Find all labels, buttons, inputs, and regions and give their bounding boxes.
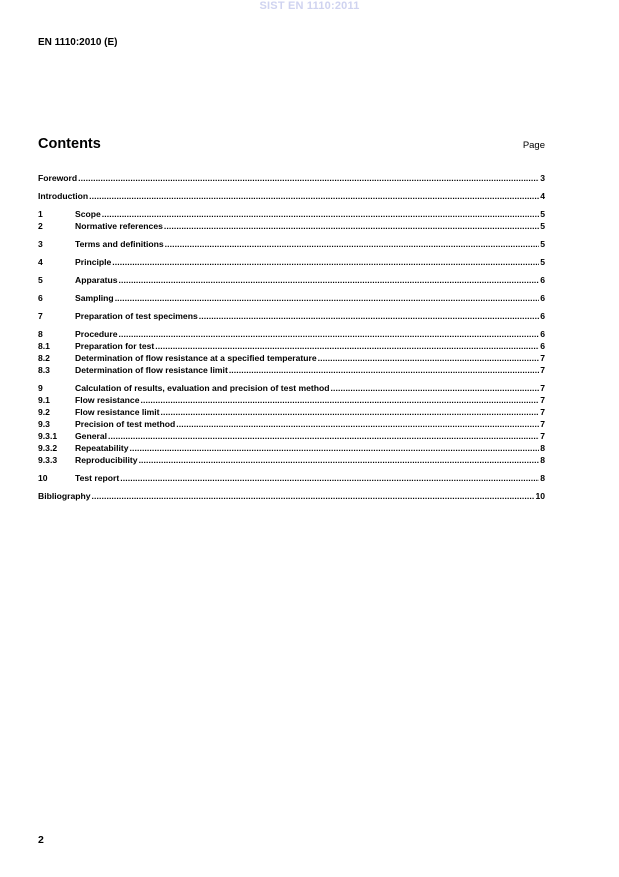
toc-entry-page: 8 [540,473,545,483]
toc-entry-introduction[interactable] [38,190,545,202]
toc-entry-number: 1 [38,209,43,219]
toc-entry-title: Introduction [38,191,89,201]
dot-leader [112,256,539,268]
toc-entry-flow-resistance-limit-determination[interactable] [38,364,545,376]
toc-entry-page: 7 [540,419,545,429]
toc-entry-number: 10 [38,473,48,483]
toc-entry-precision-of-test-method[interactable] [38,418,545,430]
toc-entry-number: 9.1 [38,395,50,405]
dot-leader [119,328,540,340]
toc-entry-page: 7 [540,407,545,417]
page-number: 2 [38,834,44,846]
toc-entry-title: Apparatus [75,275,118,285]
toc-entry-principle[interactable] [38,256,545,268]
watermark: SIST EN 1110:2011 [259,0,360,12]
toc-entry-page: 7 [540,431,545,441]
toc-entry-normative-references[interactable] [38,220,545,232]
toc-entry-title: Preparation of test specimens [75,311,198,321]
toc-entry-number: 9.3.2 [38,443,58,453]
dot-leader [115,292,540,304]
dot-leader [318,352,540,364]
toc-entry-number: 9.3 [38,419,50,429]
toc-entry-number: 8.2 [38,353,50,363]
toc-entry-page: 5 [540,209,545,219]
dot-leader [331,382,540,394]
dot-leader [176,418,539,430]
toc-entry-bibliography[interactable] [38,490,545,502]
dot-leader [165,238,540,250]
toc-entry-reproducibility[interactable] [38,454,545,466]
toc-entry-title: Preparation for test [75,341,155,351]
dot-leader [119,274,540,286]
toc-entry-number: 8.3 [38,365,50,375]
toc-entry-procedure[interactable] [38,328,545,340]
toc-entry-page: 7 [540,365,545,375]
toc-entry-page: 6 [540,329,545,339]
toc-entry-number: 9.3.1 [38,431,58,441]
toc-entry-title: Principle [75,257,112,267]
dot-leader [108,430,539,442]
document-id: EN 1110:2010 (E) [38,37,118,48]
toc-entry-repeatability[interactable] [38,442,545,454]
dot-leader [140,394,539,406]
toc-entry-page: 5 [540,239,545,249]
toc-entry-title: Normative references [75,221,163,231]
toc-entry-page: 6 [540,293,545,303]
page-column-label: Page [522,140,545,151]
toc-entry-number: 2 [38,221,43,231]
toc-entry-title: Scope [75,209,101,219]
toc-entry-title: Determination of flow resistance limit [75,365,228,375]
toc-entry-page: 4 [540,191,545,201]
toc-entry-title: Calculation of results, evaluation and precision of test method [75,383,330,393]
dot-leader [155,340,539,352]
table-of-contents [38,172,545,502]
toc-entry-number: 8.1 [38,341,50,351]
toc-entry-general[interactable] [38,430,545,442]
toc-entry-title: Sampling [75,293,114,303]
toc-entry-number: 5 [38,275,43,285]
dot-leader [78,172,539,184]
toc-entry-number: 9.2 [38,407,50,417]
dot-leader [139,454,540,466]
toc-entry-calculation-of-results[interactable] [38,382,545,394]
toc-entry-terms-and-definitions[interactable] [38,238,545,250]
dot-leader [164,220,539,232]
toc-entry-number: 9 [38,383,43,393]
toc-entry-title: General [75,431,108,441]
toc-entry-number: 3 [38,239,43,249]
toc-entry-scope[interactable] [38,208,545,220]
dot-leader [229,364,539,376]
toc-entry-title: Reproducibility [75,455,138,465]
toc-entry-page: 7 [540,383,545,393]
toc-entry-page: 6 [540,275,545,285]
toc-entry-number: 6 [38,293,43,303]
toc-entry-apparatus[interactable] [38,274,545,286]
toc-entry-title: Flow resistance [75,395,140,405]
toc-entry-number: 4 [38,257,43,267]
toc-entry-page: 3 [540,173,545,183]
toc-entry-flow-resistance[interactable] [38,394,545,406]
toc-entry-page: 8 [540,443,545,453]
toc-entry-page: 6 [540,311,545,321]
toc-entry-title: Procedure [75,329,118,339]
toc-entry-title: Bibliography [38,491,91,501]
toc-entry-test-report[interactable] [38,472,545,484]
toc-entry-sampling[interactable] [38,292,545,304]
toc-entry-title: Repeatability [75,443,129,453]
toc-entry-title: Precision of test method [75,419,176,429]
toc-entry-page: 5 [540,257,545,267]
dot-leader [161,406,540,418]
toc-entry-number: 9.3.3 [38,455,58,465]
dot-leader [92,490,535,502]
dot-leader [89,190,539,202]
toc-entry-page: 7 [540,395,545,405]
toc-entry-page: 7 [540,353,545,363]
toc-entry-flow-resistance-limit[interactable] [38,406,545,418]
toc-entry-page: 10 [535,491,545,501]
dot-leader [120,472,539,484]
toc-entry-number: 7 [38,311,43,321]
dot-leader [130,442,540,454]
toc-entry-preparation-of-test-specimens[interactable] [38,310,545,322]
toc-entry-page: 8 [540,455,545,465]
dot-leader [102,208,539,220]
toc-entry-number: 8 [38,329,43,339]
toc-entry-title: Test report [75,473,120,483]
toc-entry-title: Terms and definitions [75,239,164,249]
toc-entry-title: Foreword [38,173,78,183]
contents-heading: Contents [38,136,101,152]
toc-entry-title: Flow resistance limit [75,407,160,417]
toc-entry-page: 5 [540,221,545,231]
dot-leader [199,310,539,322]
toc-entry-foreword[interactable] [38,172,545,184]
toc-entry-page: 6 [540,341,545,351]
toc-entry-flow-resistance-at-temperature[interactable] [38,352,545,364]
toc-entry-preparation-for-test[interactable] [38,340,545,352]
toc-entry-title: Determination of flow resistance at a specified temperature [75,353,317,363]
